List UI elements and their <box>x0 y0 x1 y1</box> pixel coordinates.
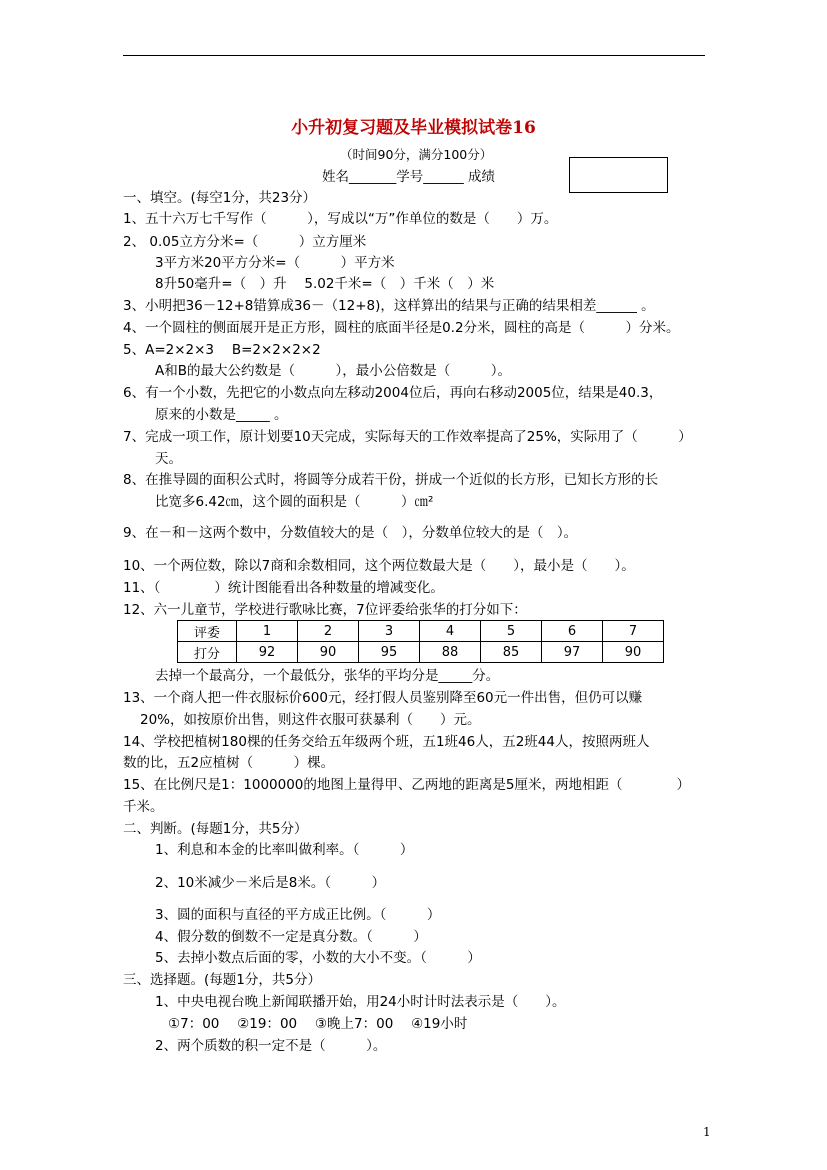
question-line: 去掉一个最高分，一个最低分，张华的平均分是_____分。 <box>155 668 500 684</box>
table-cell: 7 <box>603 621 664 642</box>
table-cell: 92 <box>237 642 298 663</box>
question-line: 8、在推导圆的面积公式时，将圆等分成若干份，拼成一个近似的长方形，已知长方形的长 <box>123 472 659 488</box>
question-line: 2、两个质数的积一定不是（ ）。 <box>155 1038 387 1054</box>
question-line: 原来的小数是_____ 。 <box>155 407 288 423</box>
question-line: 15、在比例尺是1：1000000的地图上量得甲、乙两地的距离是5厘米，两地相距（ ） <box>123 777 690 793</box>
question-line: 4、一个圆柱的侧面展开是正方形，圆柱的底面半径是0.2分米，圆柱的高是（ ）分米。 <box>123 320 680 336</box>
question-line: 3、圆的面积与直径的平方成正比例。（ ） <box>155 907 441 923</box>
question-line: 1、利息和本金的比率叫做利率。（ ） <box>155 842 414 858</box>
question-line: 2、10米减少－米后是8米。（ ） <box>155 875 386 891</box>
section-heading: 二、判断。(每题1分，共5分） <box>123 821 308 837</box>
question-line: 5、A=2×2×3 B=2×2×2×2 <box>123 342 321 358</box>
question-line: 13、一个商人把一件衣服标价600元，经打假人员鉴别降至60元一件出售，但仍可以赚 <box>123 690 643 706</box>
table-cell: 90 <box>298 642 359 663</box>
table-row <box>178 642 664 663</box>
question-line: 14、学校把植树180棵的任务交给五年级两个班，五1班46人，五2班44人，按照两班人 <box>123 734 650 750</box>
table-row <box>178 621 664 642</box>
table-cell: 5 <box>481 621 542 642</box>
table-header-label: 评委 <box>178 621 237 642</box>
header-rule <box>123 55 705 56</box>
student-info-line: 姓名_______学号______ 成绩 <box>322 169 496 185</box>
question-line: 天。 <box>155 451 182 467</box>
table-cell: 6 <box>542 621 603 642</box>
table-cell: 3 <box>359 621 420 642</box>
table-cell: 85 <box>481 642 542 663</box>
question-line: 8升50毫升=（ ）升 5.02千米=（ ）千米（ ）米 <box>155 276 495 292</box>
question-line: 4、假分数的倒数不一定是真分数。（ ） <box>155 929 427 945</box>
question-line: 2、 0.05立方分米=（ ）立方厘米 <box>123 234 367 250</box>
question-line: 千米。 <box>123 799 164 815</box>
question-line: 20%，如按原价出售，则这件衣服可获暴利（ ）元。 <box>140 712 481 728</box>
table-cell: 88 <box>420 642 481 663</box>
table-cell: 4 <box>420 621 481 642</box>
question-line: 6、有一个小数，先把它的小数点向左移动2004位后，再向右移动2005位，结果是40.3， <box>123 385 663 401</box>
question-line: 3平方米20平方分米=（ ）平方米 <box>155 255 395 271</box>
score-box <box>569 157 668 193</box>
question-line: 1、五十六万七千写作（ ），写成以“万”作单位的数是（ ）万。 <box>123 211 558 227</box>
question-line: 5、去掉小数点后面的零，小数的大小不变。（ ） <box>155 950 481 966</box>
section-heading: 一、填空。(每空1分，共23分） <box>123 190 317 206</box>
table-cell: 90 <box>603 642 664 663</box>
table-row-label: 打分 <box>178 642 237 663</box>
page-number: 1 <box>703 1125 711 1139</box>
question-line: 3、小明把36－12+8错算成36－（12+8)，这样算出的结果与正确的结果相差______ 。 <box>123 298 655 314</box>
table-cell: 97 <box>542 642 603 663</box>
page-title: 小升初复习题及毕业模拟试卷16 <box>291 118 536 138</box>
question-line: 12、六一儿童节，学校进行歌咏比赛，7位评委给张华的打分如下： <box>123 602 527 618</box>
question-line: ①7：00 ②19：00 ③晚上7：00 ④19小时 <box>168 1016 468 1032</box>
question-line: 比宽多6.42㎝，这个圆的面积是（ ）㎝² <box>155 494 434 510</box>
question-line: A和B的最大公约数是（ ），最小公倍数是（ ）。 <box>155 363 511 379</box>
table-cell: 2 <box>298 621 359 642</box>
question-line: 7、完成一项工作，原计划要10天完成，实际每天的工作效率提高了25%，实际用了（ ） <box>123 429 692 445</box>
table-cell: 95 <box>359 642 420 663</box>
question-line: 数的比，五2应植树（ ）棵。 <box>123 755 335 771</box>
question-line: 1、中央电视台晚上新闻联播开始，用24小时计时法表示是（ ）。 <box>155 994 566 1010</box>
question-line: 11、（ ）统计图能看出各种数量的增减变化。 <box>123 580 444 596</box>
judges-score-table <box>177 620 664 663</box>
table-cell: 1 <box>237 621 298 642</box>
section-heading: 三、选择题。(每题1分，共5分） <box>123 972 321 988</box>
question-line: 9、在－和－这两个数中，分数值较大的是（ ），分数单位较大的是（ ）。 <box>123 525 578 541</box>
question-line: 10、一个两位数，除以7商和余数相同，这个两位数最大是（ ），最小是（ ）。 <box>123 558 635 574</box>
time-note: （时间90分，满分100分） <box>340 147 493 162</box>
